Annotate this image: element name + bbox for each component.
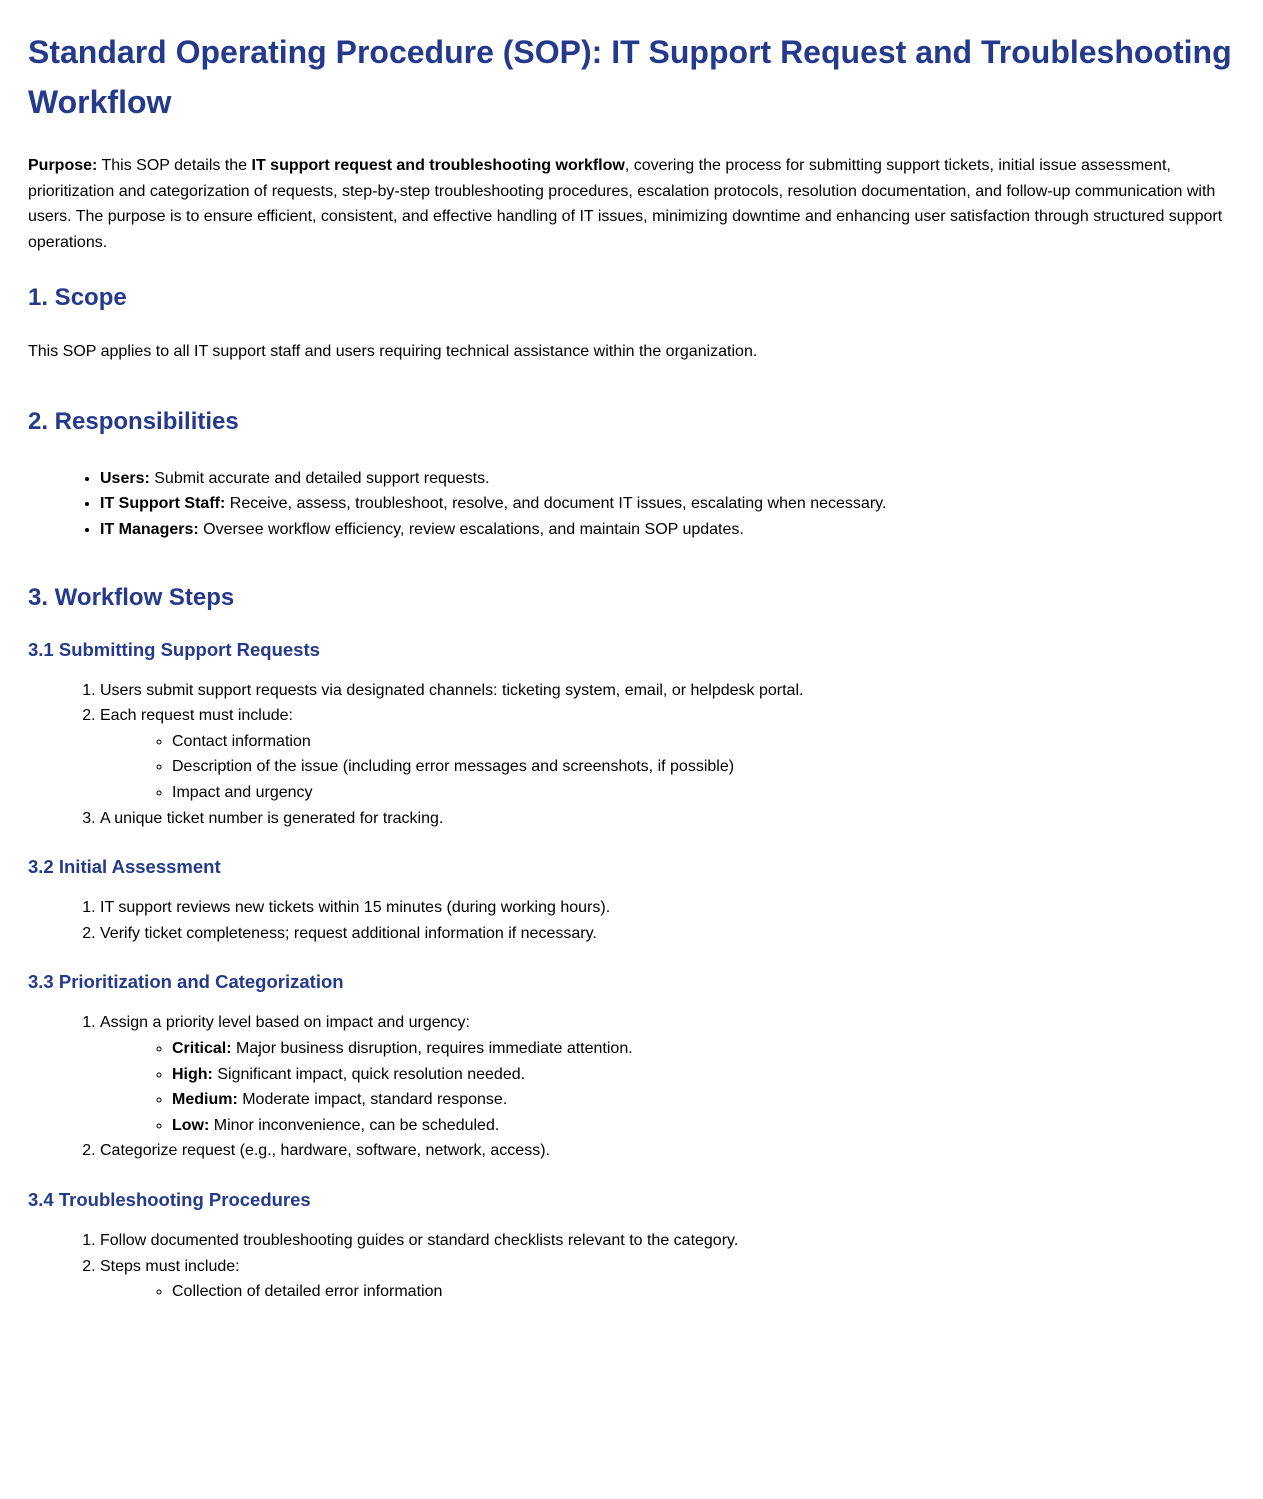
- purpose-label: Purpose:: [28, 157, 98, 175]
- priority-label: High:: [172, 1065, 213, 1083]
- list-item: [100, 1010, 1235, 1138]
- subsection-heading-3-3: 3.3 Prioritization and Categorization: [28, 971, 344, 993]
- step-text: Categorize request (e.g., hardware, software, network, access).: [100, 1142, 550, 1160]
- list-item: [100, 1138, 1235, 1164]
- list-item: [100, 466, 1235, 492]
- section-heading-responsibilities: 2. Responsibilities: [28, 408, 239, 436]
- step-text: Assign a priority level based on impact and urgency:: [100, 1014, 470, 1032]
- list-item: [100, 1228, 1235, 1254]
- priority-text: Significant impact, quick resolution needed.: [212, 1065, 526, 1083]
- purpose-bold-text: IT support request and troubleshooting workflow: [251, 157, 625, 175]
- step-text: Each request must include:: [100, 707, 293, 725]
- responsibility-label: IT Managers:: [100, 520, 199, 538]
- priority-label: Critical:: [172, 1039, 232, 1057]
- sub-list-item: ◦ Description of the issue (including error messages and screenshots, if possible): [172, 754, 1235, 780]
- priority-label: Medium:: [172, 1091, 238, 1109]
- list-item: [100, 491, 1235, 517]
- step-text: Follow documented troubleshooting guides or standard checklists relevant to the category.: [100, 1232, 739, 1249]
- purpose-paragraph: [28, 153, 1235, 255]
- list-item: [100, 806, 1235, 832]
- steps-list-3-1: [28, 678, 1235, 832]
- step-text: Users submit support requests via designated channels: ticketing system, email, or helpdesk portal.: [100, 681, 804, 699]
- responsibility-text: Receive, assess, troubleshoot, resolve, and document IT issues, escalating when necessary.: [225, 495, 887, 513]
- list-item: [100, 895, 1235, 921]
- list-item: [100, 921, 1235, 947]
- section-heading-workflow: 3. Workflow Steps: [28, 584, 235, 612]
- priority-label: Low:: [172, 1116, 210, 1134]
- priority-text: Moderate impact, standard response.: [237, 1091, 508, 1109]
- responsibilities-list: [28, 466, 1235, 543]
- subsection-heading-3-4: 3.4 Troubleshooting Procedures: [28, 1188, 311, 1210]
- responsibility-label: Users:: [100, 469, 150, 487]
- sub-list-item: ◦ Impact and urgency: [172, 780, 1235, 806]
- sub-list-item: [172, 1087, 1235, 1113]
- steps-list-3-4: [28, 1228, 1235, 1305]
- section-heading-scope: 1. Scope: [28, 283, 127, 311]
- step-text: Steps must include:: [100, 1257, 240, 1275]
- subsection-heading-3-1: 3.1 Submitting Support Requests: [28, 638, 320, 660]
- step-text: IT support reviews new tickets within 15 minutes (during working hours).: [100, 899, 611, 917]
- purpose-text-2: , covering the process for submitting support tickets, initial issue assessment, prioritization and categorization of requests, step-by-step troubleshooting procedures, escalation protocols, resolution documentation, and follow-up communication with users. The purpose is to ensure efficient, consistent, and effective handling of IT issues, minimizing downtime and enhancing user satisfaction through structured support operations.: [28, 157, 1223, 251]
- steps-list-3-2: [28, 895, 1235, 946]
- sub-list: [100, 1279, 1235, 1305]
- steps-list-3-3: [28, 1010, 1235, 1164]
- list-item: [100, 703, 1235, 805]
- sub-list: [100, 729, 1235, 806]
- step-text: A unique ticket number is generated for tracking.: [100, 809, 444, 827]
- purpose-text-1: This SOP details the: [97, 157, 252, 175]
- page-title: Standard Operating Procedure (SOP): IT Support Request and Troubleshooting Workflow: [28, 34, 1232, 120]
- list-item: [100, 1254, 1235, 1305]
- sub-list-item: ◦ Collection of detailed error information: [172, 1279, 1235, 1305]
- sub-list-item: [172, 1113, 1235, 1139]
- priority-text: Minor inconvenience, can be scheduled.: [209, 1116, 500, 1134]
- scope-text: This SOP applies to all IT support staff and users requiring technical assistance within the organization.: [28, 342, 758, 360]
- list-item: [100, 678, 1235, 704]
- step-text: Verify ticket completeness; request additional information if necessary.: [100, 924, 597, 942]
- priority-text: Major business disruption, requires immediate attention.: [231, 1039, 633, 1057]
- responsibility-label: IT Support Staff:: [100, 495, 226, 513]
- sub-list-item: ◦ Contact information: [172, 729, 1235, 755]
- responsibility-text: Submit accurate and detailed support requests.: [149, 469, 490, 487]
- sub-list: [100, 1036, 1235, 1138]
- list-item: [100, 517, 1235, 543]
- responsibility-text: Oversee workflow efficiency, review escalations, and maintain SOP updates.: [198, 520, 744, 538]
- subsection-heading-3-2: 3.2 Initial Assessment: [28, 856, 221, 878]
- sub-list-item: [172, 1062, 1235, 1088]
- sub-list-item: [172, 1036, 1235, 1062]
